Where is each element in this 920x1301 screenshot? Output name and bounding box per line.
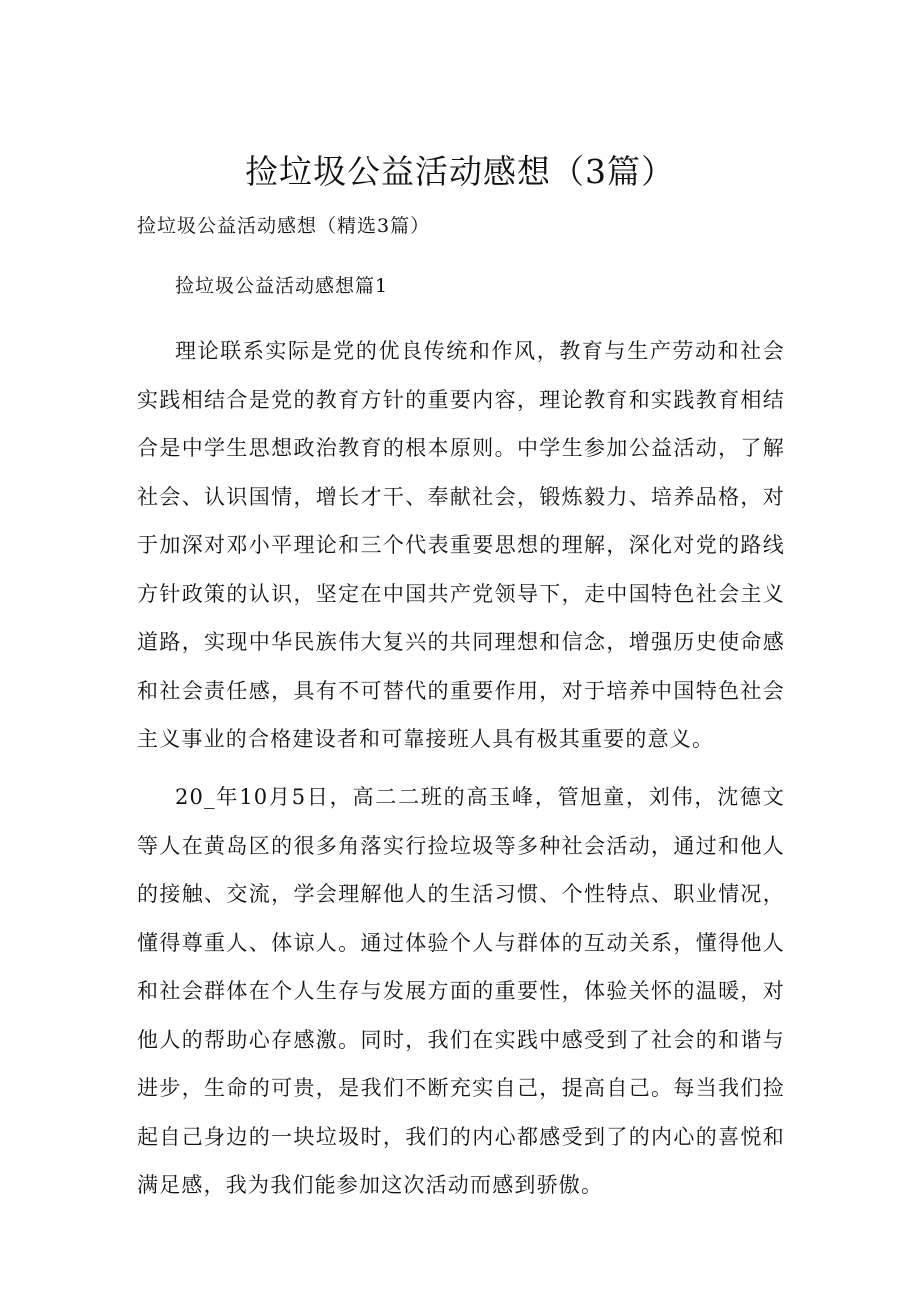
paragraph-1: 理论联系实际是党的优良传统和作风，教育与生产劳动和社会实践相结合是党的教育方针的重要内容，理论教育和实践教育相结合是中学生思想政治教育的根本原则。中学生参加公益活动，了解社会、认识国情，增长才干、奉献社会，锻炼毅力、培养品格，对于加深对邓小平理论和三个代表重要思想的理解，深化对党的路线方针政策的认识，坚定在中国共产党领导下，走中国特色社会主义道路，实现中华民族伟大复兴的共同理想和信念，增强历史使命感和社会责任感，具有不可替代的重要作用，对于培养中国特色社会主义事业的合格建设者和可靠接班人具有极其重要的意义。 bbox=[137, 339, 785, 751]
paragraph-2: 20_年10月5日，高二二班的高玉峰，管旭童，刘伟，沈德文等人在黄岛区的很多角落实行捡垃圾等多种社会活动，通过和他人的接触、交流，学会理解他人的生活习惯、个性特点、职业情况，懂得尊重人、体谅人。通过体验个人与群体的互动关系，懂得他人和社会群体在个人生存与发展方面的重要性，体验关怀的温暖，对他人的帮助心存感激。同时，我们在实践中感受到了社会的和谐与进步，生命的可贵，是我们不断充实自己，提高自己。每当我们捡起自己身边的一块垃圾时，我们的内心都感受到了的内心的喜悦和满足感，我为我们能参加这次活动而感到骄傲。 bbox=[137, 785, 785, 1197]
document-title: 捡垃圾公益活动感想（3篇） bbox=[245, 152, 675, 191]
document-subtitle: 捡垃圾公益活动感想（精选3篇） bbox=[137, 215, 431, 237]
section-heading: 捡垃圾公益活动感想篇1 bbox=[175, 275, 389, 297]
